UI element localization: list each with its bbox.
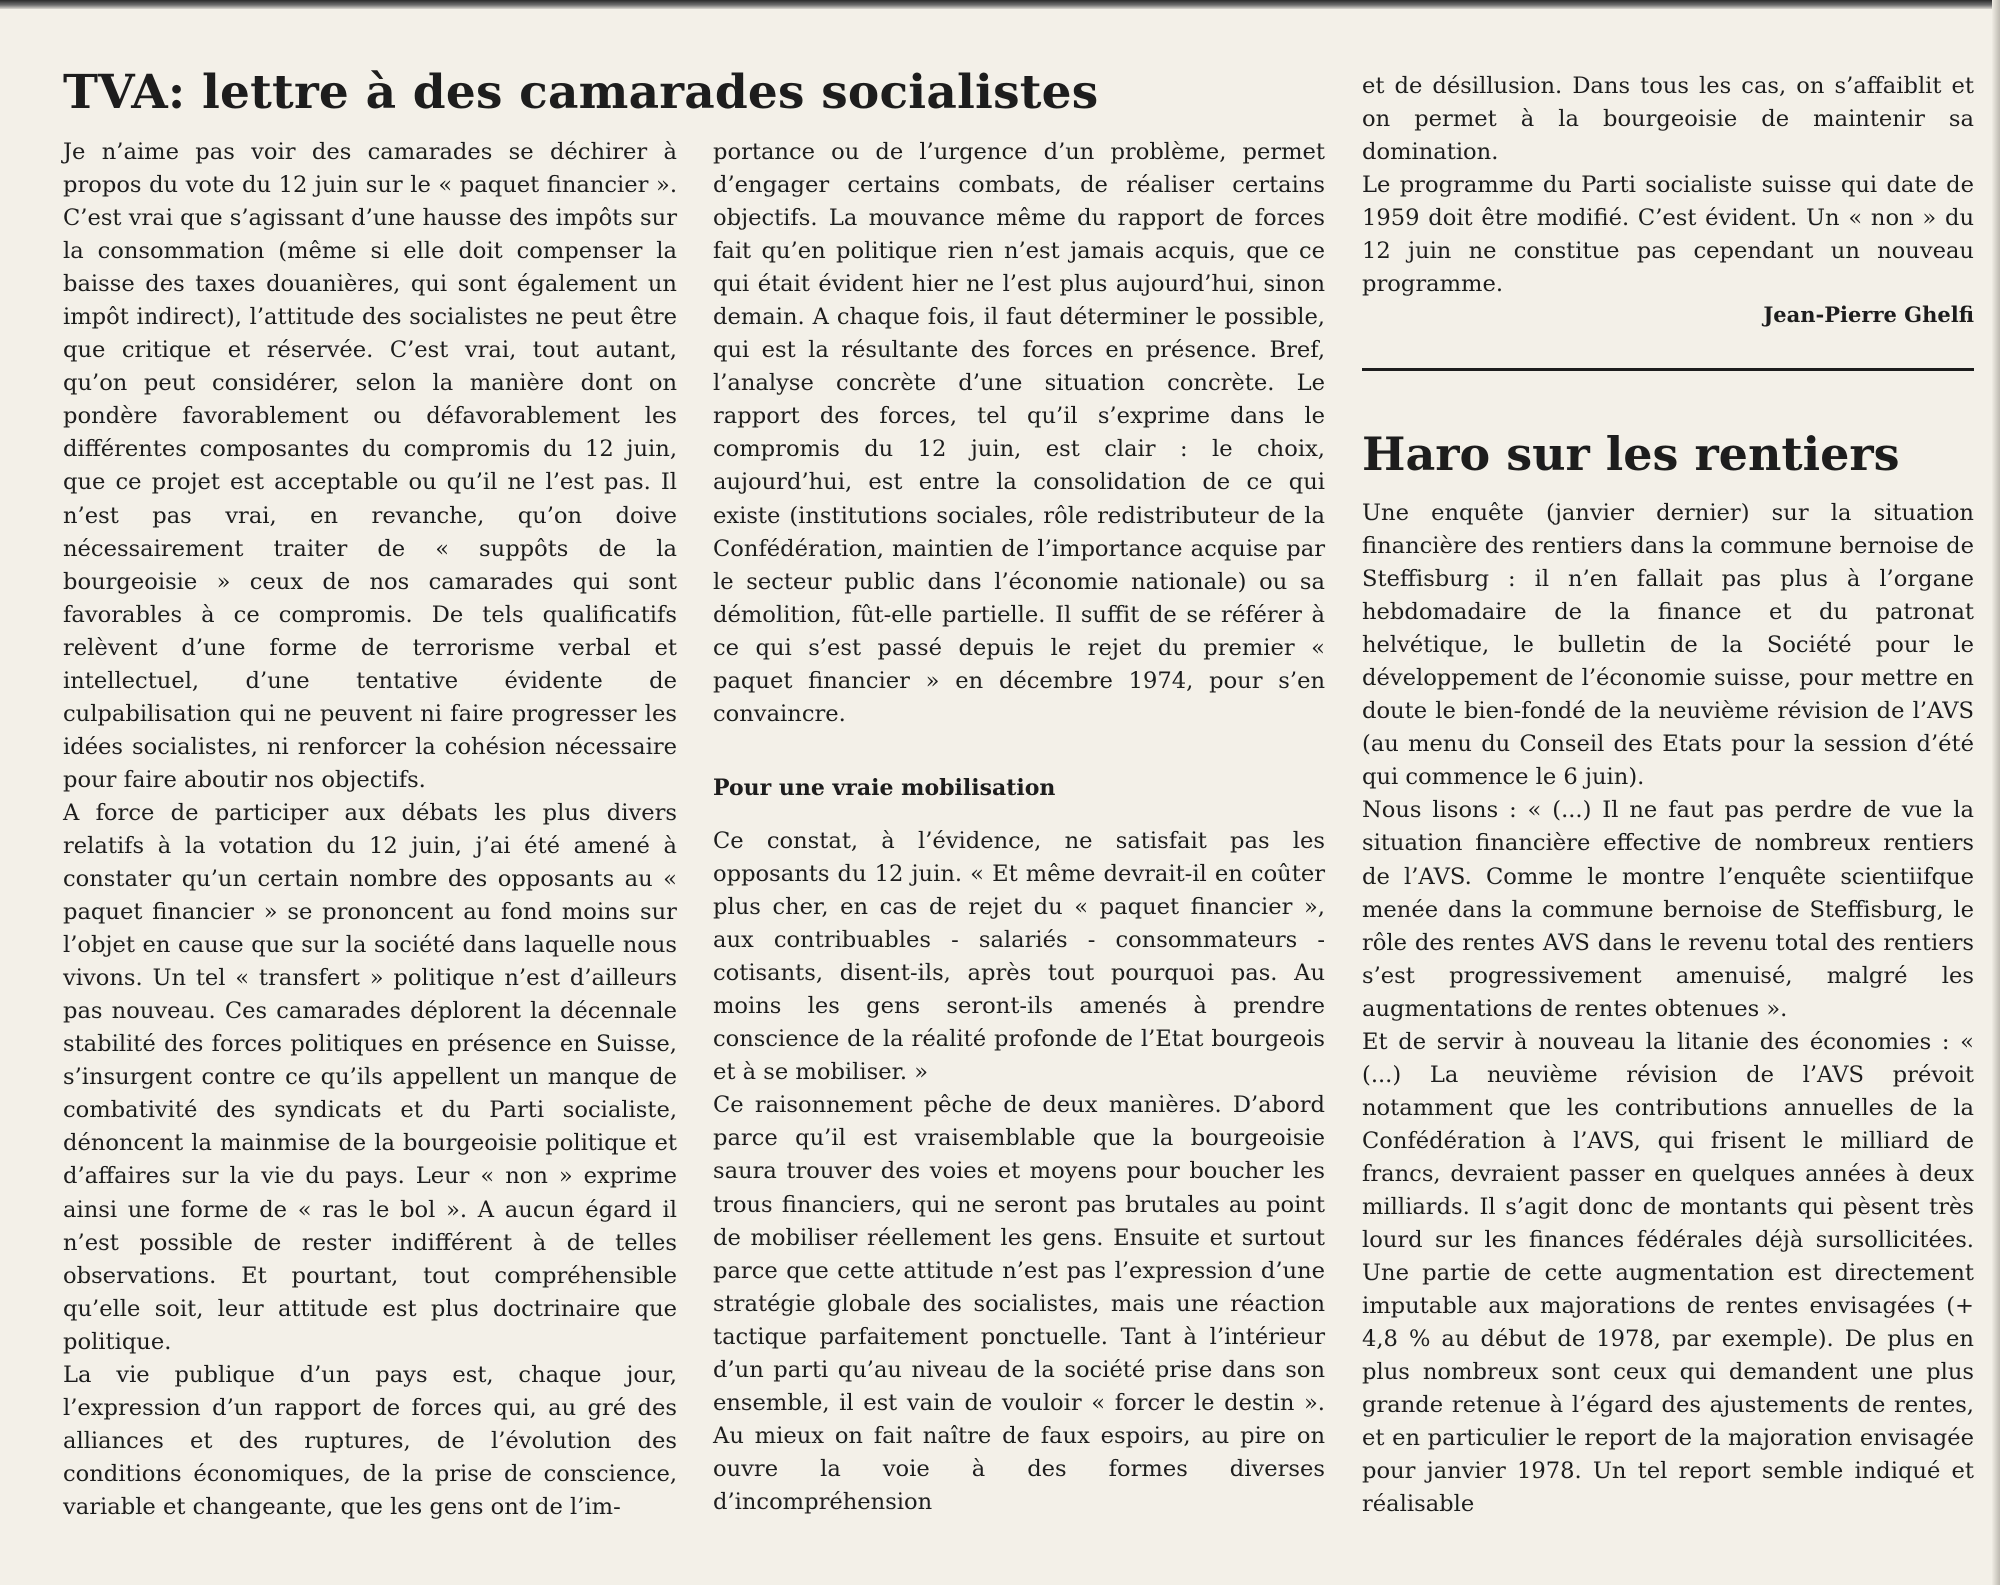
article1-paragraph-6: Ce raisonnement pêche de deux manières. D’abord parce qu’il est vraisemblable que la bourgeoisie saura trouver des voies et moyens pour boucher les trous financiers, qui ne seront pas brutales au point de mobiliser réellement les gens. Ensuite et surtout parce que cette attitude n’est pas l’expression d’une stratégie globale des socialistes, mais une réaction tactique parfaitement ponctuelle. Tant à l’intérieur d’un parti qu’au niveau de la société prise dans son ensemble, il est vain de vouloir « forcer le destin ». Au mieux on fait naître de faux espoirs, au pire on ouvre la voie à des formes diverses d’incompréhension [713,1092,1325,1515]
article1-title: TVA: lettre à des camarades socialistes [63,65,1099,120]
article1-paragraph-7: et de désillusion. Dans tous les cas, on s’affaiblit et on permet à la bourgeoisie de maintenir sa domination. [1362,73,1974,166]
article1-column-2-continued [713,825,1325,1519]
article1-paragraph-8: Le programme du Parti socialiste suisse qui date de 1959 doit être modifié. C’est évident. Un « non » du 12 juin ne constitue pas cependant un nouveau programme. [1362,172,1974,298]
article1-subheading: Pour une vraie mobilisation [713,775,1056,801]
article1-paragraph-1: Je n’aime pas voir des camarades se déchirer à propos du vote du 12 juin sur le « paquet financier ». C’est vrai que s’agissant d’une hausse des impôts sur la consommation (même si elle doit compenser la baisse des taxes douanières, qui sont également un impôt indirect), l’attitude des socialistes ne peut être que critique et réservée. C’est vrai, tout autant, qu’on peut considérer, selon la manière dont on pondère favorablement ou défavorablement les différentes composantes du compromis du 12 juin, que ce projet est acceptable ou qu’il ne l’est pas. Il n’est pas vrai, en revanche, qu’on doive nécessairement traiter de « suppôts de la bourgeoisie » ceux de nos camarades qui sont favorables à ce compromis. De tels qualificatifs relèvent d’une forme de terrorisme verbal et intellectuel, d’une tentative évidente de culpabilisation qui ne peuvent ni faire progresser les idées socialistes, ni renforcer la cohésion nécessaire pour faire aboutir nos objectifs. [63,139,677,793]
page-top-edge [0,0,2000,9]
article1-paragraph-3: La vie publique d’un pays est, chaque jour, l’expression d’un rapport de forces qui, au gré des alliances et des ruptures, de l’évolution des conditions économiques, de la prise de conscience, variable et changeante, que les gens ont de l’im- [63,1361,677,1520]
article1-paragraph-4: portance ou de l’urgence d’un problème, permet d’engager certains combats, de réaliser certains objectifs. La mouvance même du rapport de forces fait qu’en politique rien n’est jamais acquis, que ce qui était évident hier ne l’est plus aujourd’hui, sinon demain. A chaque fois, il faut déterminer le possible, qui est la résultante des forces en présence. Bref, l’analyse concrète d’une situation concrète. Le rapport des forces, tel qu’il s’exprime dans le compromis du 12 juin, est clair : le choix, aujourd’hui, est entre la consolidation de ce qui existe (institutions sociales, rôle redistributeur de la Confédération, maintien de l’importance acquise par le secteur public dans l’économie nationale) ou sa démolition, fût-elle partielle. Il suffit de se référer à ce qui s’est passé depuis le rejet du premier « paquet financier » en décembre 1974, pour s’en convaincre. [713,139,1325,727]
article2-paragraph-3: Et de servir à nouveau la litanie des économies : « (...) La neuvième révision de l’AVS prévoit notamment que les contributions annuelles de la Confédération à l’AVS, qui frisent le milliard de francs, devraient passer en quelques années à deux milliards. Il s’agit donc de montants qui pèsent très lourd sur les finances fédérales déjà sursollicitées. Une partie de cette augmentation est directement imputable aux majorations de rentes envisagées (+ 4,8 % au début de 1978, par exemple). De plus en plus nombreux sont ceux qui demandent une plus grande retenue à l’égard des ajustements de rentes, et en particulier le report de la majoration envisagée pour janvier 1978. Un tel report semble indiqué et réalisable [1362,1028,1974,1518]
article2-paragraph-1: Une enquête (janvier dernier) sur la situation financière des rentiers dans la commune bernoise de Steffisburg : il n’en fallait pas plus à l’organe hebdomadaire de la finance et du patronat helvétique, le bulletin de la Société pour le développement de l’économie suisse, pour mettre en doute le bien-fondé de la neuvième révision de l’AVS (au menu du Conseil des Etats pour la session d’été qui commence le 6 juin). [1362,500,1974,791]
article1-column-3 [1362,70,1974,301]
article-divider [1362,368,1974,371]
article1-column-2 [713,136,1325,731]
article2-column [1362,497,1974,1521]
article2-paragraph-2: Nous lisons : « (...) Il ne faut pas perdre de vue la situation financière effective de nombreux rentiers de l’AVS. Comme le montre l’enquête scientiifque menée dans la commune bernoise de Steffisburg, le rôle des rentes AVS dans le revenu total des rentiers s’est progressivement amenuisé, malgré les augmentations de rentes obtenues ». [1362,797,1974,1022]
article1-column-1 [63,136,677,1524]
page-right-edge [1992,0,2000,1585]
article1-paragraph-5: Ce constat, à l’évidence, ne satisfait pas les opposants du 12 juin. « Et même devrait-il en coûter plus cher, en cas de rejet du « paquet financier », aux contribuables - salariés - consommateurs - cotisants, disent-ils, après tout pourquoi pas. Au moins les gens seront-ils amenés à prendre conscience de la réalité profonde de l’Etat bourgeois et à se mobiliser. » [713,828,1325,1086]
article1-author: Jean-Pierre Ghelfi [1763,302,1974,327]
article1-paragraph-2: A force de participer aux débats les plus divers relatifs à la votation du 12 juin, j’ai été amené à constater qu’un certain nombre des opposants au « paquet financier » se prononcent au fond moins sur l’objet en cause que sur la société dans laquelle nous vivons. Un tel « transfert » politique n’est d’ailleurs pas nouveau. Ces camarades déplorent la décennale stabilité des forces politiques en présence en Suisse, s’insurgent contre ce qu’ils appellent un manque de combativité des syndicats et du Parti socialiste, dénoncent la mainmise de la bourgeoisie politique et d’affaires sur la vie du pays. Leur « non » exprime ainsi une forme de « ras le bol ». A aucun égard il n’est possible de rester indifférent à de telles observations. Et pourtant, tout compréhensible qu’elle soit, leur attitude est plus doctrinaire que politique. [63,799,677,1355]
article2-title: Haro sur les rentiers [1362,427,1900,481]
